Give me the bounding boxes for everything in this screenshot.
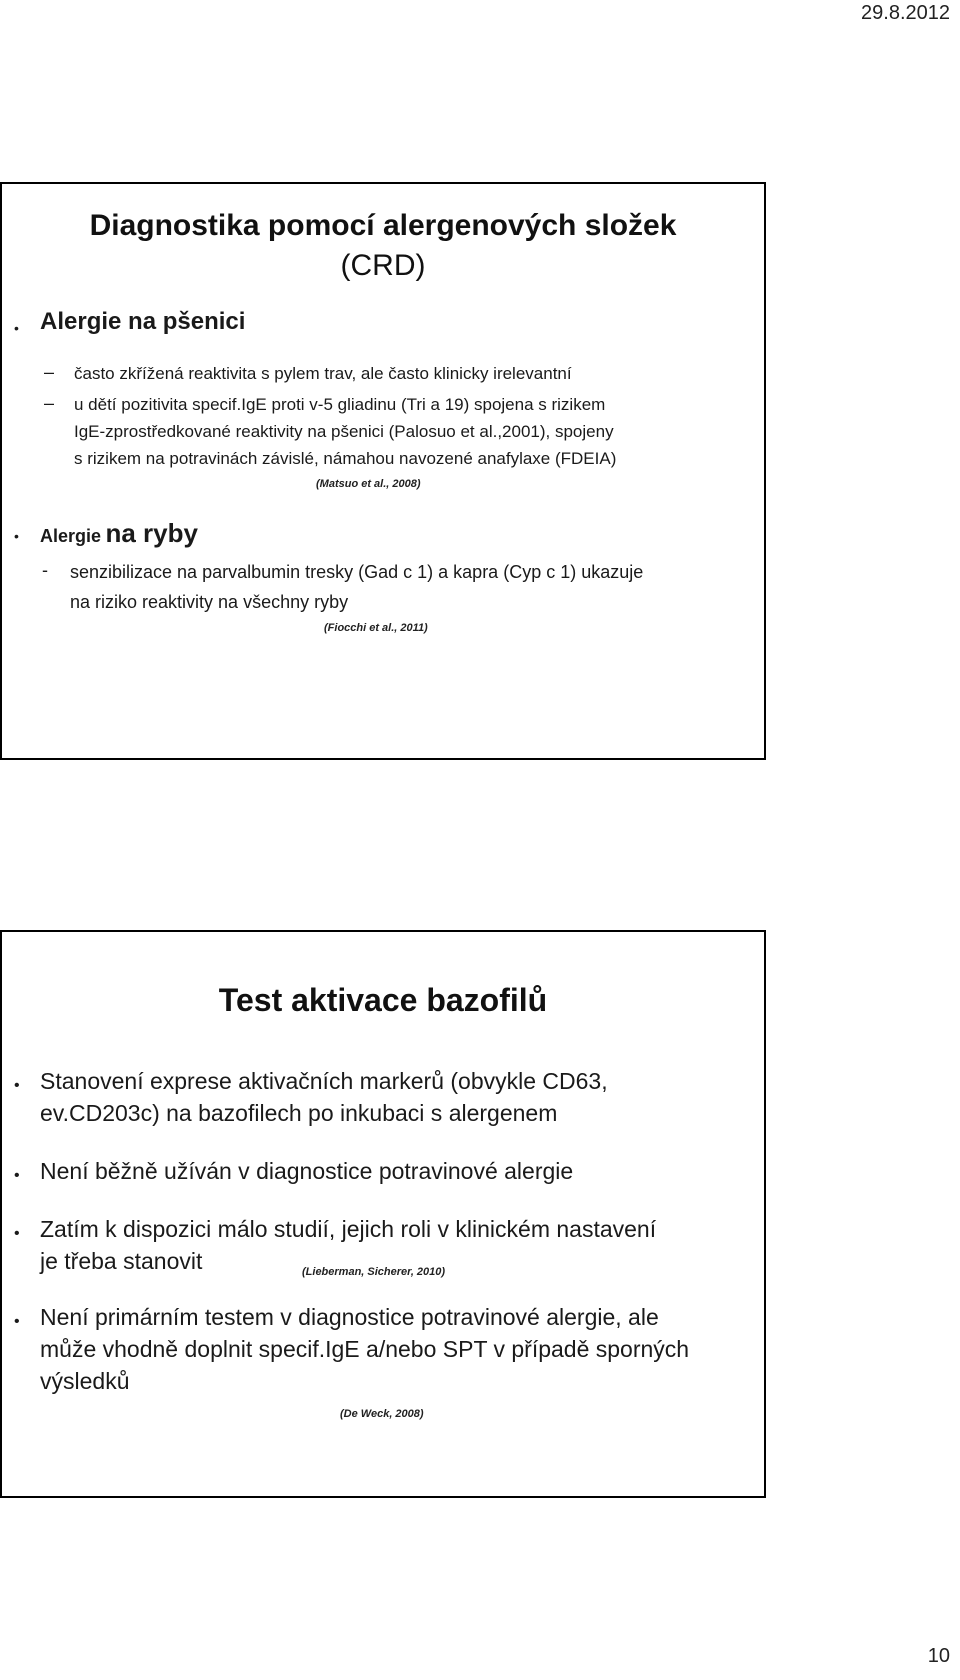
- basophil-bullet-4-line1: Není primárním testem v diagnostice potravinové alergie, ale: [40, 1304, 659, 1330]
- slide-title: Test aktivace bazofilů: [218, 982, 548, 1018]
- wheat-item-1: často zkřížená reaktivita s pylem trav, ale často klinicky irelevantní: [74, 364, 572, 383]
- bullet-icon: •: [14, 320, 19, 336]
- basophil-bullet-2-line1: Není běžně užíván v diagnostice potravinové alergie: [40, 1158, 574, 1184]
- slide-crd: [0, 182, 766, 760]
- fish-heading-small: Alergie: [40, 526, 102, 546]
- wheat-heading: Alergie na pšenici: [40, 308, 246, 335]
- fish-heading-large: na ryby: [105, 518, 198, 548]
- fish-dash: -: [42, 560, 48, 580]
- fish-citation: (Fiocchi et al., 2011): [324, 622, 428, 634]
- fish-line-1: senzibilizace na parvalbumin tresky (Gad c 1) a kapra (Cyp c 1) ukazuje: [70, 562, 644, 582]
- slide-basophil-test: [0, 930, 766, 1498]
- basophil-bullet-4-line3: výsledků: [40, 1368, 130, 1394]
- bullet-icon: •: [14, 1167, 20, 1184]
- bullet-icon: •: [14, 528, 19, 544]
- bullet-icon: •: [14, 1077, 20, 1094]
- wheat-item-2-cont: s rizikem na potravinách závislé, námahou navozené anafylaxe (FDEIA): [74, 449, 617, 468]
- slide-title-line2: (CRD): [340, 249, 426, 282]
- dash-icon: –: [44, 393, 55, 413]
- slide-title: [2, 206, 764, 286]
- wheat-item-2-cont: IgE-zprostředkované reaktivity na pšenici (Palosuo et al.,2001), spojeny: [74, 422, 614, 441]
- basophil-bullet-3-line1: Zatím k dispozici málo studií, jejich roli v klinickém nastavení: [40, 1216, 657, 1242]
- basophil-bullet-1-line1: Stanovení exprese aktivačních markerů (obvykle CD63,: [40, 1068, 608, 1094]
- basophil-bullet-4-line2: může vhodně doplnit specif.IgE a/nebo SPT v případě sporných: [40, 1336, 690, 1362]
- bullet-icon: •: [14, 1313, 20, 1330]
- basophil-bullet-3-citation: (Lieberman, Sicherer, 2010): [302, 1266, 446, 1278]
- dash-icon: –: [44, 362, 55, 382]
- wheat-item-2: u dětí pozitivita specif.IgE proti v-5 gliadinu (Tri a 19) spojena s rizikem: [74, 395, 606, 414]
- wheat-citation: (Matsuo et al., 2008): [316, 478, 421, 490]
- basophil-bullet-3-line2: je třeba stanovit: [40, 1248, 203, 1274]
- fish-line-2: na riziko reaktivity na všechny ryby: [70, 592, 349, 612]
- page-date: 29.8.2012: [861, 2, 950, 24]
- basophil-bullet-1-line2: ev.CD203c) na bazofilech po inkubaci s alergenem: [40, 1100, 558, 1126]
- basophil-bullet-4-citation: (De Weck, 2008): [340, 1408, 424, 1420]
- slide-title-line1: Diagnostika pomocí alergenových složek: [89, 209, 677, 242]
- page-number: 10: [927, 1645, 950, 1667]
- fish-heading: [40, 518, 198, 549]
- bullet-icon: •: [14, 1225, 20, 1242]
